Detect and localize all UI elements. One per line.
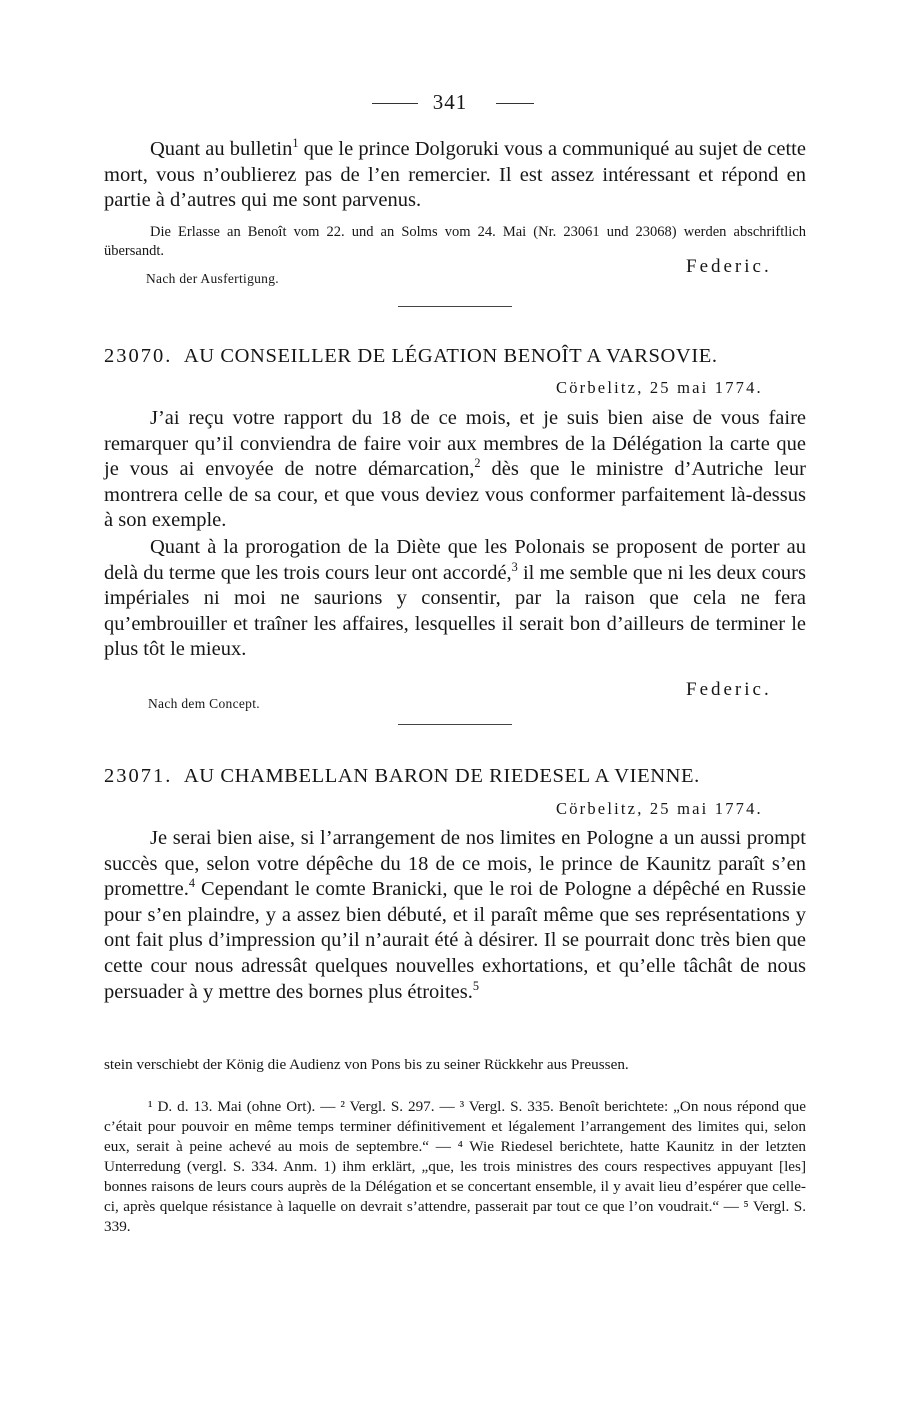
letter-number: 23071. bbox=[104, 765, 173, 787]
page-number-rule-right bbox=[496, 103, 534, 104]
letter-text-b: il me semble que ni les deux cours impériales ni moi ne saurions y consentir, par la raison que cela ne fera qu’embrouiller et traîner les affaires, lesquelles il serait bon d’ailleurs de terminer le plus tôt le mieux. bbox=[104, 561, 806, 661]
letter-text-b: dès que le ministre d’Autriche leur montrera celle de sa cour, et que vous deviez vous conformer parfaitement là-dessus à son exemple. bbox=[104, 458, 806, 532]
letter-heading bbox=[104, 765, 700, 788]
intro-text-b: que le prince Dolgoruki vous a communiqué au sujet de cette mort, vous n’oublierez pas de l’en remercier. Il est assez intéressant et répond en partie à d’autres qui me sont parvenus. bbox=[104, 138, 806, 212]
letter-text-a: Je serai bien aise, si l’arrangement de nos limites en Pologne a un aussi prompt succès que, selon votre dépêche du 18 de ce mois, le prince de Kaunitz paraît s’en promettre. bbox=[104, 827, 806, 901]
intro-note: Die Erlasse an Benoît vom 22. und an Solms vom 24. Mai (Nr. 23061 und 23068) werden abschriftlich übersandt. bbox=[104, 224, 806, 259]
letter-paragraph-1 bbox=[104, 826, 806, 1005]
footnote-carryover: stein verschiebt der König die Audienz von Pons bis zu seiner Rückkehr aus Preussen. bbox=[104, 1056, 629, 1073]
section-divider bbox=[398, 306, 512, 307]
letter-paragraph-1 bbox=[104, 406, 806, 534]
intro-text-a: Quant au bulletin bbox=[150, 138, 293, 160]
letter-dateline: Cörbelitz, 25 mai 1774. bbox=[556, 378, 763, 397]
letter-text-a: Quant à la prorogation de la Diète que les Polonais se proposent de porter au delà du terme que les trois cours leur ont accordé, bbox=[104, 536, 806, 584]
footnotes-block: ¹ D. d. 13. Mai (ohne Ort). — ² Vergl. S. 297. — ³ Vergl. S. 335. Benoît berichtete: „On nous répond que c’était pour pouvoir en même temps terminer définitivement et légalement l’arrangement des limites qui, selon eux, serait à peine achevé au mois de septembre.“ — ⁴ Wie Riedesel berichtete, hatte Kaunitz in der letzten Unterredung (vergl. S. 334. Anm. 1) ihm erklärt, „que, les trois ministres des cours respectives appuyant [les] bonnes raisons de leurs cours auprès de la Délégation et se concertant ensemble, il y avait lieu d’espérer que celle-ci, après quelque résistance à laquelle on devrait s’attendre, passerait par tout ce que l’on voudrait.“ — ⁵ Vergl. S. 339. bbox=[104, 1098, 806, 1235]
intro-source: Nach der Ausfertigung. bbox=[146, 271, 279, 286]
footnote-ref-1: 1 bbox=[292, 136, 299, 151]
letter-source: Nach dem Concept. bbox=[148, 696, 260, 711]
section-divider bbox=[398, 724, 512, 725]
footnote-ref-2: 2 bbox=[474, 456, 481, 471]
letter-heading bbox=[104, 345, 718, 368]
letter-title: AU CHAMBELLAN BARON DE RIEDESEL A VIENNE. bbox=[183, 765, 700, 787]
letter-paragraph-2 bbox=[104, 535, 806, 663]
intro-signature: Federic. bbox=[686, 256, 772, 277]
letter-text-b: Cependant le comte Branicki, que le roi de Pologne a dépêché en Russie pour s’en plaindre, y a assez bien débuté, et il paraît même que ses représentations y ont fait plus d’impression qu’il n’aurait été à désirer. Il se pourrait donc très bien que cette cour nous adressât quelques nouvelles exhortations, et qu’elle tâchât de nous persuader à y mettre des bornes plus étroites. bbox=[104, 878, 806, 1003]
letter-signature: Federic. bbox=[686, 679, 772, 700]
letter-number: 23070. bbox=[104, 345, 173, 367]
footnote-ref-3: 3 bbox=[511, 559, 518, 574]
letter-title: AU CONSEILLER DE LÉGATION BENOÎT A VARSOVIE. bbox=[183, 345, 718, 367]
footnote-ref-5: 5 bbox=[472, 978, 480, 993]
letter-dateline: Cörbelitz, 25 mai 1774. bbox=[556, 799, 763, 818]
letter-text-a: J’ai reçu votre rapport du 18 de ce mois, et je suis bien aise de vous faire remarquer qu’il conviendra de faire voir aux membres de la Délégation la carte que je vous ai envoyée de notre démarcation, bbox=[104, 407, 806, 481]
page-number: 341 bbox=[432, 90, 468, 114]
footnote-ref-4: 4 bbox=[188, 876, 195, 891]
intro-paragraph bbox=[104, 137, 806, 214]
